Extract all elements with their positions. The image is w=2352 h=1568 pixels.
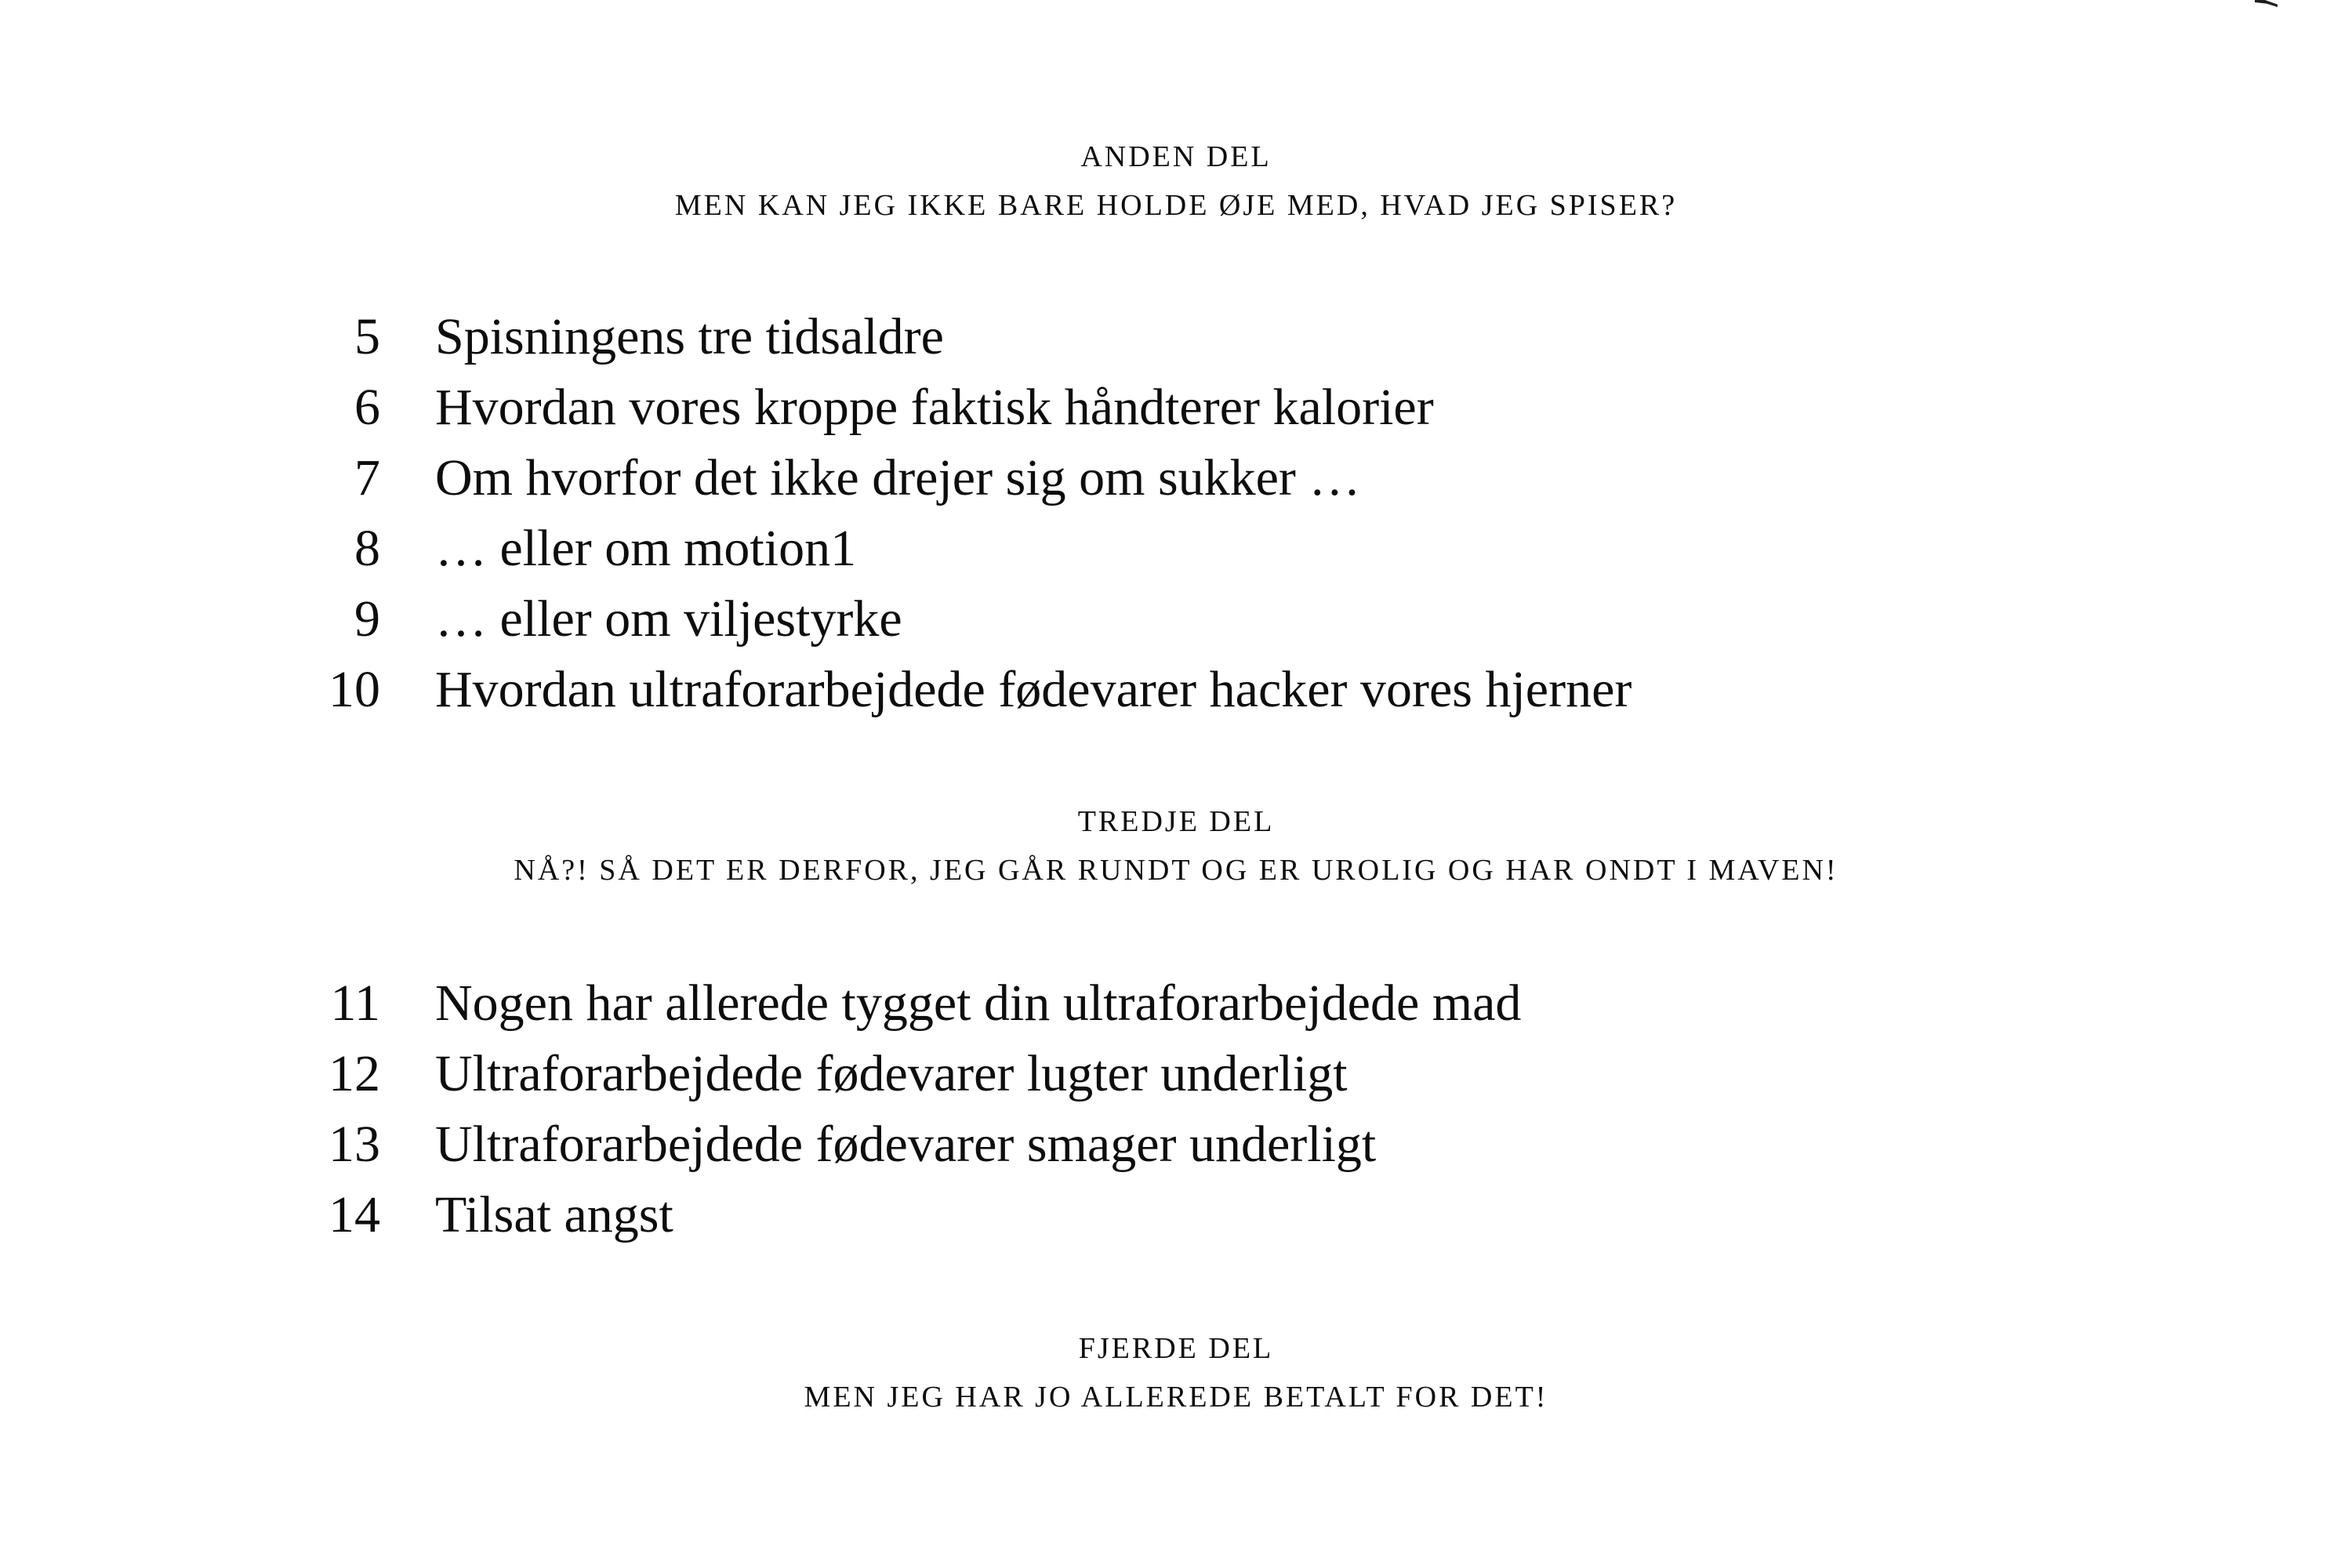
chapter-number: 11: [330, 975, 380, 1032]
chapter-title: Tilsat angst: [435, 1186, 673, 1243]
part-label: TREDJE DEL: [1077, 805, 1275, 838]
toc-entry-9[interactable]: [0, 584, 2352, 655]
chapter-number: 5: [354, 308, 380, 365]
chapter-title: Spisningens tre tidsaldre: [435, 308, 944, 365]
chapter-title: Hvordan vores kroppe faktisk håndterer kalorier: [435, 379, 1434, 436]
part-label: FJERDE DEL: [1078, 1332, 1274, 1365]
chapter-number: 8: [354, 520, 380, 577]
toc-entry-6[interactable]: [0, 372, 2352, 443]
chapter-title: … eller om motion1: [435, 520, 857, 577]
toc-entry-12[interactable]: [0, 1039, 2352, 1109]
chapter-list-tredje-del: [0, 968, 2352, 1250]
chapter-number: 7: [354, 449, 380, 506]
toc-entry-10[interactable]: [0, 655, 2352, 725]
chapter-number: 13: [328, 1116, 380, 1173]
chapter-title: Nogen har allerede tygget din ultraforarbejdede mad: [435, 975, 1522, 1032]
chapter-number: 6: [354, 379, 380, 436]
section-header-tredje-del: [0, 804, 2352, 888]
part-label: ANDEN DEL: [1080, 140, 1272, 173]
cropped-edge-mark: [2255, 0, 2278, 7]
chapter-list-anden-del: [0, 302, 2352, 725]
chapter-title: Ultraforarbejdede fødevarer lugter underligt: [435, 1045, 1348, 1102]
part-subtitle: MEN JEG HAR JO ALLEREDE BETALT FOR DET!: [804, 1381, 1548, 1414]
chapter-title: … eller om viljestyrke: [435, 590, 902, 648]
section-header-fjerde-del: [0, 1330, 2352, 1415]
toc-entry-8[interactable]: [0, 514, 2352, 584]
chapter-number: 12: [328, 1045, 380, 1102]
part-subtitle: NÅ?! SÅ DET ER DERFOR, JEG GÅR RUNDT OG ER UROLIG OG HAR ONDT I MAVEN!: [514, 854, 1838, 887]
toc-entry-14[interactable]: [0, 1180, 2352, 1250]
section-header-anden-del: [0, 139, 2352, 223]
chapter-number: 14: [328, 1186, 380, 1243]
chapter-title: Om hvorfor det ikke drejer sig om sukker …: [435, 449, 1361, 506]
chapter-title: Ultraforarbejdede fødevarer smager underligt: [435, 1116, 1377, 1173]
chapter-number: 9: [354, 590, 380, 648]
chapter-number: 10: [328, 661, 380, 718]
chapter-title: Hvordan ultraforarbejdede fødevarer hacker vores hjerner: [435, 661, 1632, 718]
toc-entry-5[interactable]: [0, 302, 2352, 372]
toc-entry-13[interactable]: [0, 1109, 2352, 1180]
toc-entry-11[interactable]: [0, 968, 2352, 1039]
toc-entry-7[interactable]: [0, 443, 2352, 514]
part-subtitle: MEN KAN JEG IKKE BARE HOLDE ØJE MED, HVAD JEG SPISER?: [674, 189, 1678, 222]
